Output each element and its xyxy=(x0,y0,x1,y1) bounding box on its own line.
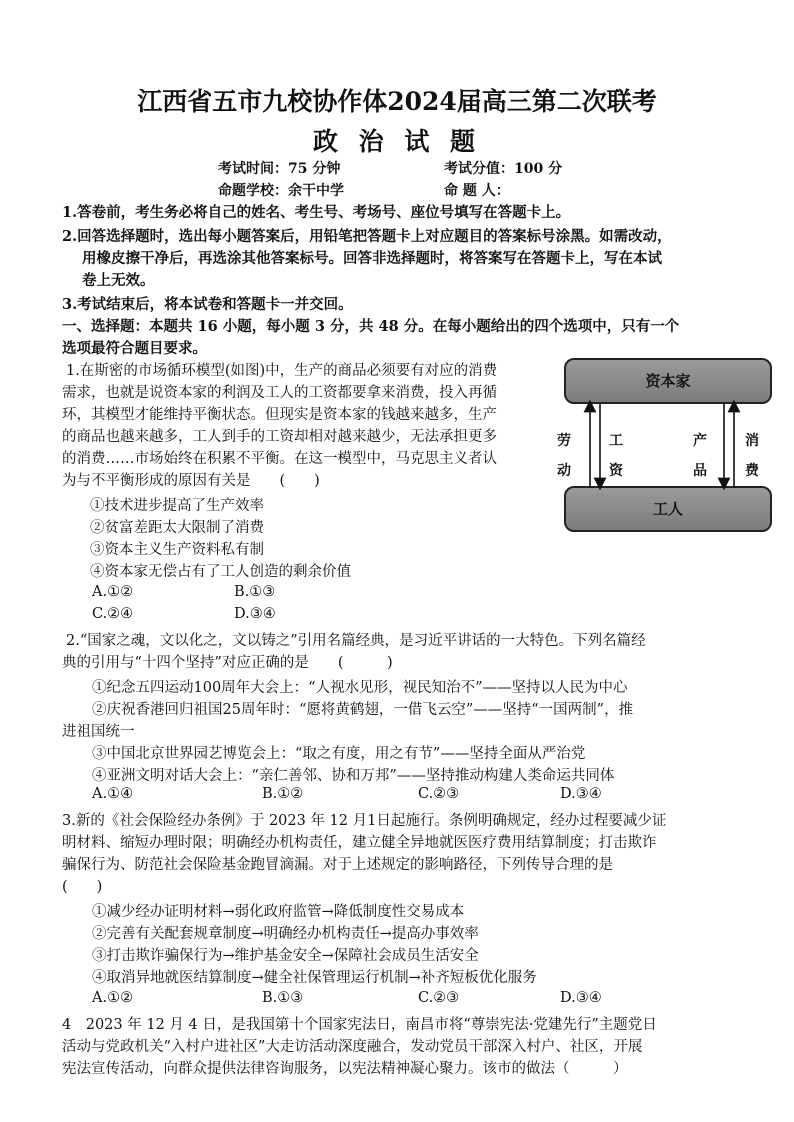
q2-option-2: ②庆祝香港回归祖国25周年时：“愿将黄鹤翅，一借飞云空”——坚持“一国两制”，推 xyxy=(92,702,634,718)
label-consume: 消费 xyxy=(745,433,759,479)
diagram-arrows xyxy=(560,354,770,554)
q3-option-2: ②完善有关配套规章制度→明确经办机构责任→提高办事效率 xyxy=(92,926,479,942)
worker-box: 工人 xyxy=(564,486,772,532)
q1-line-5: 的消费……市场始终在积累不平衡。在这一模型中，马克思主义者认 xyxy=(62,451,497,467)
q4-line-1: 4 2023 年 12 月 4 日，是我国第十个国家宪法日，南昌市将“尊崇宪法·党建先行”主题党日 xyxy=(62,1017,657,1033)
q4-line-2: 活动与党政机关“入村户进社区”大走访活动深度融合，发动党员干部深入村户、社区，开展 xyxy=(62,1039,643,1055)
instruction-2-cont: 用橡皮擦干净后，再选涂其他答案标号。回答非选择题时，将答案写在答题卡上，写在本试 xyxy=(82,250,662,267)
q4-line-3: 宪法宣传活动，向群众提供法律咨询服务，以宪法精神凝心聚力。该市的做法（ ） xyxy=(62,1061,628,1077)
q1-option-1: ①技术进步提高了生产效率 xyxy=(90,498,264,514)
instruction-2: 2.回答选择题时，选出每小题答案后，用铅笔把答题卡上对应题目的答案标号涂黑。如需改动， xyxy=(62,228,672,245)
section-heading-cont: 选项最符合题目要求。 xyxy=(62,340,207,357)
q1-option-2: ②贫富差距太大限制了消费 xyxy=(90,520,264,536)
q3-line-4: ( ) xyxy=(62,879,103,895)
q3-line-2: 明材料、缩短办理时限；明确经办机构责任，建立健全异地就医医疗费用结算制度；打击欺诈 xyxy=(62,835,657,851)
q1-choice-d: D.③④ xyxy=(234,606,276,622)
q2-choice-b: B.①② xyxy=(262,786,304,802)
exam-time: 考试时间：75 分钟 xyxy=(218,161,341,177)
q1-choice-a: A.①② xyxy=(92,584,134,600)
instruction-2-end: 卷上无效。 xyxy=(82,272,155,289)
q1-choice-b: B.①③ xyxy=(234,584,276,600)
q2-option-3: ③中国北京世界园艺博览会上：“取之有度，用之有节”——坚持全面从严治党 xyxy=(92,746,586,762)
q1-line-6: 为与不平衡形成的原因有关是 ( ) xyxy=(62,473,320,489)
q1-line-4: 的商品也越来越多，工人到手的工资却相对越来越少，无法承担更多 xyxy=(62,429,497,445)
label-labor: 劳动 xyxy=(557,433,571,479)
label-wage: 工资 xyxy=(609,433,623,479)
exam-title: 江西省五市九校协作体2024届高三第二次联考 xyxy=(137,87,657,116)
q3-option-3: ③打击欺诈骗保行为→维护基金安全→保障社会成员生活安全 xyxy=(92,948,479,964)
exam-author: 命 题 人： xyxy=(444,183,510,199)
subject-title: 政 治 试 题 xyxy=(312,127,482,156)
q2-line-1: 2.“国家之魂，文以化之，文以铸之”引用名篇经典，是习近平讲话的一大特色。下列名篇经 xyxy=(66,633,646,649)
q3-line-1: 3.新的《社会保险经办条例》于 2023 年 12 月1日起施行。条例明确规定，经办过程要减少证 xyxy=(62,813,667,829)
q3-option-4: ④取消异地就医结算制度→健全社保管理运行机制→补齐短板优化服务 xyxy=(92,970,537,986)
q1-line-1: 1.在斯密的市场循环模型(如图)中，生产的商品必须要有对应的消费 xyxy=(66,363,498,379)
q1-choice-c: C.②④ xyxy=(92,606,134,622)
q2-choice-d: D.③④ xyxy=(560,786,602,802)
q3-choice-a: A.①② xyxy=(92,990,134,1006)
capitalist-box: 资本家 xyxy=(564,358,772,404)
q1-line-2: 需求，也就是说资本家的利润及工人的工资都要拿来消费，投入再循 xyxy=(62,385,497,401)
q3-choice-b: B.①③ xyxy=(262,990,304,1006)
q3-line-3: 骗保行为、防范社会保险基金跑冒滴漏。对于上述规定的影响路径，下列传导合理的是 xyxy=(62,857,613,873)
exam-school: 命题学校：余干中学 xyxy=(218,183,344,199)
q2-option-2-cont: 进祖国统一 xyxy=(62,724,135,740)
q1-option-4: ④资本家无偿占有了工人创造的剩余价值 xyxy=(90,564,351,580)
q2-option-1: ①纪念五四运动100周年大会上：“人视水见形，视民知治不”——坚持以人民为中心 xyxy=(92,680,628,696)
exam-score: 考试分值：100 分 xyxy=(444,161,563,177)
instruction-3: 3.考试结束后，将本试卷和答题卡一并交回。 xyxy=(62,296,353,313)
q3-choice-c: C.②③ xyxy=(418,990,460,1006)
q2-choice-c: C.②③ xyxy=(418,786,460,802)
q2-option-4: ④亚洲文明对话大会上：“亲仁善邻、协和万邦”——坚持推动构建人类命运共同体 xyxy=(92,768,615,784)
q2-line-2: 典的引用与“十四个坚持”对应正确的是 ( ) xyxy=(62,655,393,671)
market-cycle-diagram xyxy=(557,354,770,554)
q1-line-3: 环，其模型才能维持平衡状态。但现实是资本家的钱越来越多，生产 xyxy=(62,407,497,423)
section-heading: 一、选择题：本题共 16 小题，每小题 3 分，共 48 分。在每小题给出的四个选项中，只有一个 xyxy=(62,318,680,335)
instruction-1: 1.答卷前，考生务必将自己的姓名、考生号、考场号、座位号填写在答题卡上。 xyxy=(62,204,571,221)
q1-option-3: ③资本主义生产资料私有制 xyxy=(90,542,264,558)
label-product: 产品 xyxy=(693,433,707,479)
q2-choice-a: A.①④ xyxy=(92,786,134,802)
q3-choice-d: D.③④ xyxy=(560,990,602,1006)
q3-option-1: ①减少经办证明材料→弱化政府监管→降低制度性交易成本 xyxy=(92,904,465,920)
